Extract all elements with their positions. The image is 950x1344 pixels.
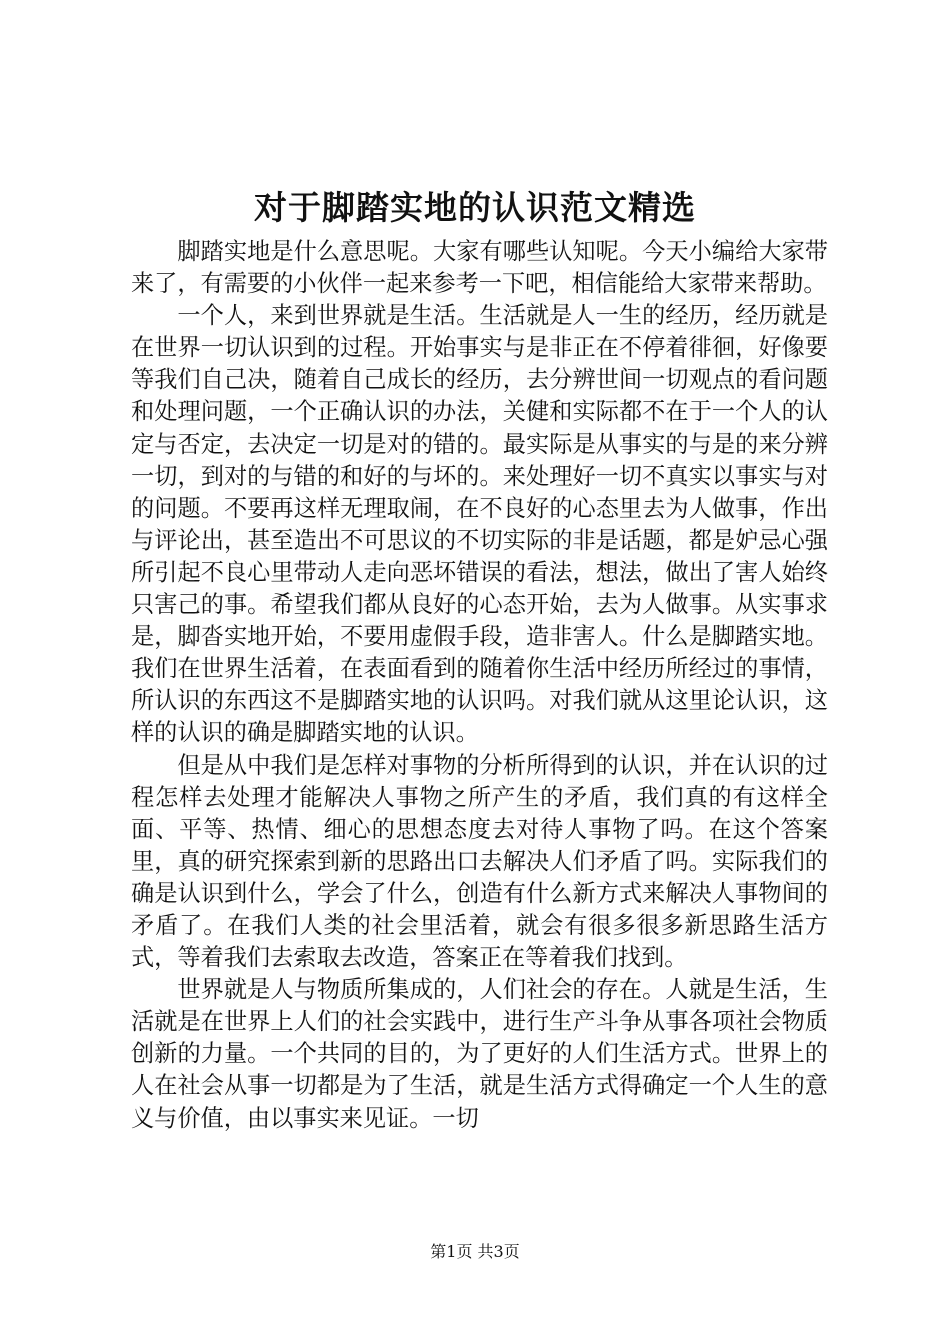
page-footer: 第1页 共3页 [430, 1242, 520, 1261]
paragraph-life: 一个人，来到世界就是生活。生活就是人一生的经历，经历就是在世界一切认识到的过程。开始事实与是非正在不停着徘徊，好像要等我们自己决，随着自己成长的经历，去分辨世间一切观点的看问题和处理问题，一个正确认识的办法，关健和实际都不在于一个人的认定与否定，去决定一切是对的错的。最实际是从事实的与是的来分辨一切，到对的与错的和好的与坏的。来处理好一切不真实以事实与对的问题。不要再这样无理取闹，在不良好的心态里去为人做事，作出与评论出，甚至造出不可思议的不切实际的非是话题，都是妒忌心强所引起不良心里带动人走向恶坏错误的看法，想法，做出了害人始终只害己的事。希望我们都从良好的心态开始，去为人做事。从实事求是，脚沓实地开始，不要用虚假手段，造非害人。什么是脚踏实地。我们在世界生活着，在表面看到的随着你生活中经历所经过的事情，所认识的东西这不是脚踏实地的认识吗。对我们就从这里论认识，这样的认识的确是脚踏实地的认识。 [131, 302, 828, 747]
paragraph-world: 世界就是人与物质所集成的，人们社会的存在。人就是生活，生活就是在世界上人们的社会实践中，进行生产斗争从事各项社会物质创新的力量。一个共同的目的，为了更好的人们生活方式。世界上的人在社会从事一切都是为了生活，就是生活方式得确定一个人生的意义与价值，由以事实来见证。一切 [131, 976, 828, 1132]
document-body [131, 236, 828, 1135]
paragraph-analysis: 但是从中我们是怎样对事物的分析所得到的认识，并在认识的过程怎样去处理才能解决人事物之所产生的矛盾，我们真的有这样全面、平等、热情、细心的思想态度去对待人事物了吗。在这个答案里，真的研究探索到新的思路出口去解决人们矛盾了吗。实际我们的确是认识到什么，学会了什么，创造有什么新方式来解决人事物间的矛盾了。在我们人类的社会里活着，就会有很多很多新思路生活方式，等着我们去索取去改造，答案正在等着我们找到。 [131, 751, 828, 972]
paragraph-intro: 脚踏实地是什么意思呢。大家有哪些认知呢。今天小编给大家带来了，有需要的小伙伴一起来参考一下吧，相信能给大家带来帮助。 [131, 238, 828, 298]
document-title: 对于脚踏实地的认识范文精选 [254, 188, 696, 227]
